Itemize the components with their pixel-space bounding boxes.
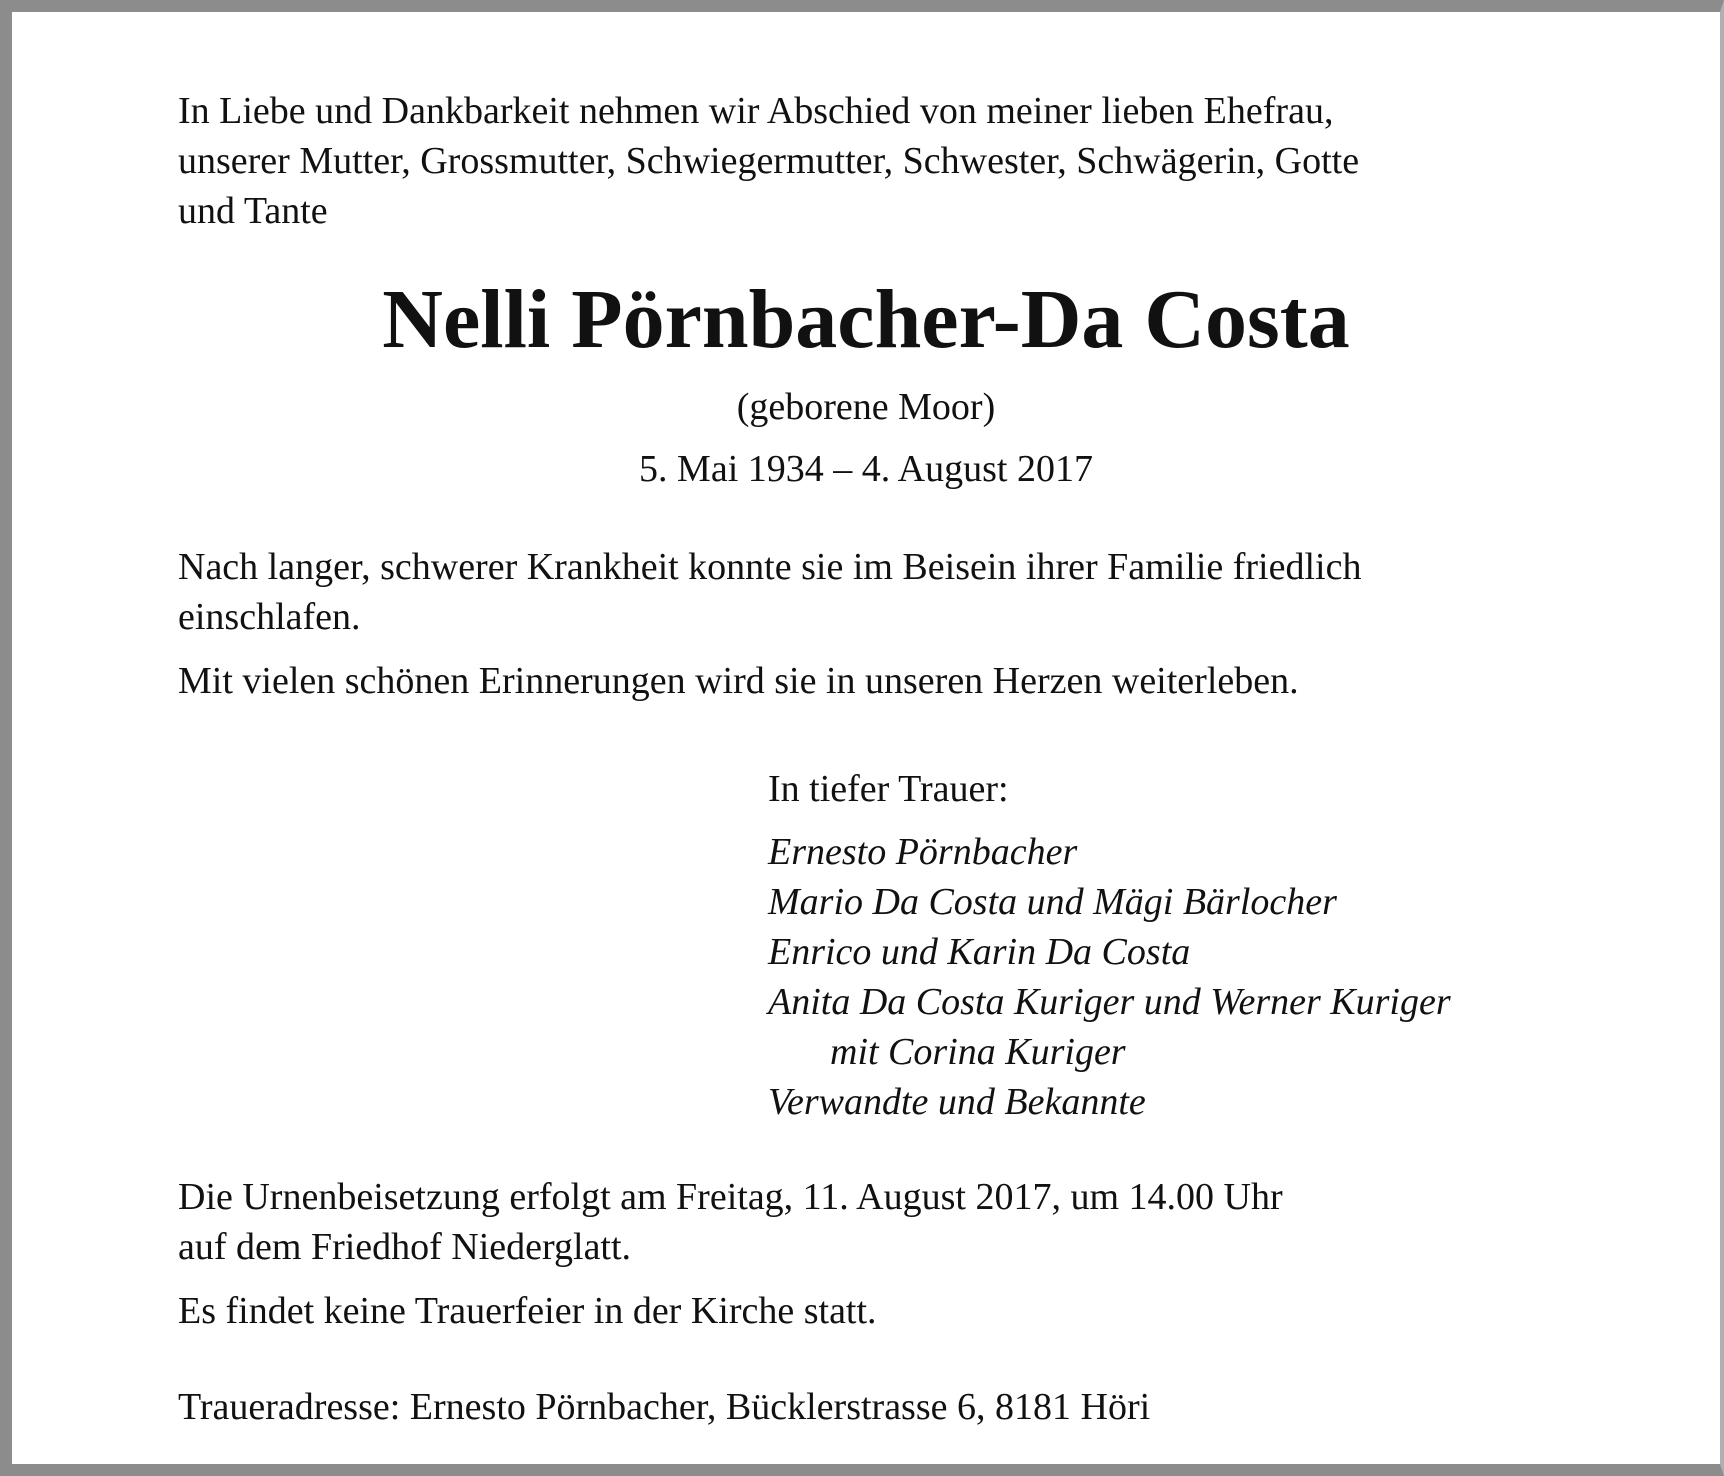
deceased-name: Nelli Pörnbacher-Da Costa [382,273,1350,366]
memories-message: Mit vielen schönen Erinnerungen wird sie in unseren Herzen weiterleben. [178,660,1299,702]
maiden-name: (geborene Moor) [736,386,996,428]
no-service-note: Es findet keine Trauerfeier in der Kirche statt. [178,1290,877,1332]
mourning-address: Traueradresse: Ernesto Pörnbacher, Bücklerstrasse 6, 8181 Höri [178,1386,1151,1428]
mourners-list [768,827,1451,1127]
intro-line-2: unserer Mutter, Grossmutter, Schwiegermutter, Schwester, Schwägerin, Gotte [178,140,1360,182]
mourner-name: Enrico und Karin Da Costa [768,931,1191,973]
burial-info-line-1: Die Urnenbeisetzung erfolgt am Freitag, 11. August 2017, um 14.00 Uhr [178,1176,1283,1218]
burial-info-line-2: auf dem Friedhof Niederglatt. [178,1226,632,1268]
mourner-name: Ernesto Pörnbacher [768,831,1078,873]
mourner-name: Mario Da Costa und Mägi Bärlocher [768,881,1337,923]
burial-info [178,1172,1283,1272]
life-dates: 5. Mai 1934 – 4. August 2017 [639,448,1093,490]
intro-paragraph [178,86,1598,236]
mourner-name: Verwandte und Bekannte [768,1081,1146,1123]
intro-line-1: In Liebe und Dankbarkeit nehmen wir Abschied von meiner lieben Ehefrau, [178,90,1334,132]
intro-line-3: und Tante [178,190,328,232]
passing-message [178,542,1608,642]
mourners-heading: In tiefer Trauer: [768,768,1009,810]
passing-message-line-1: Nach langer, schwerer Krankheit konnte sie im Beisein ihrer Familie friedlich [178,546,1362,588]
mourner-name: Anita Da Costa Kuriger und Werner Kuriger [768,981,1451,1023]
mourner-name-continuation: mit Corina Kuriger [830,1031,1126,1073]
passing-message-line-2: einschlafen. [178,596,361,638]
